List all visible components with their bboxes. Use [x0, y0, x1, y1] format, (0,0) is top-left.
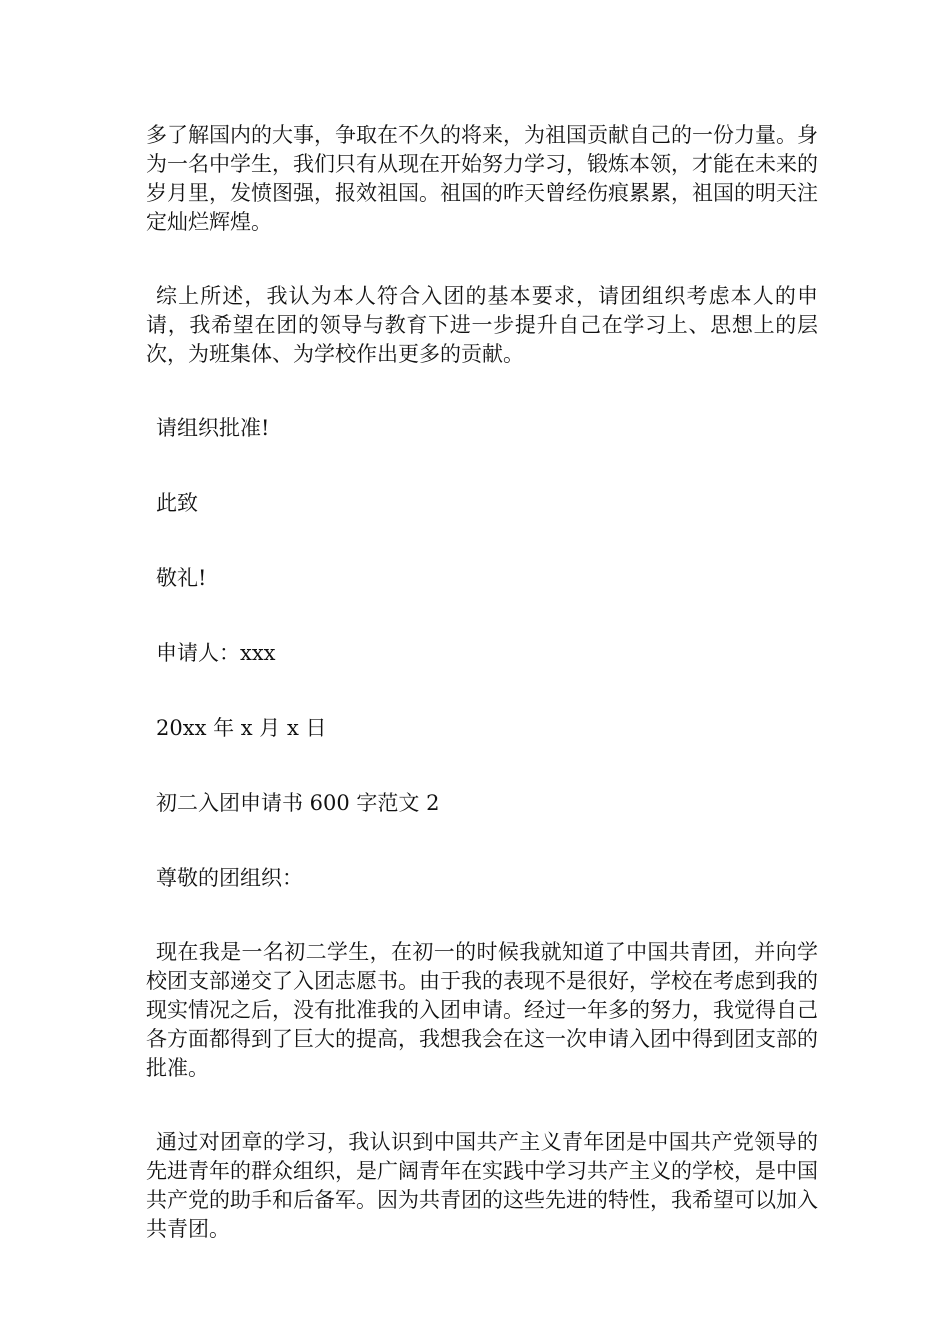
paragraph-continuation: 多了解国内的大事，争取在不久的将来，为祖国贡献自己的一份力量。身为一名中学生，我们只有从现在开始努力学习，锻炼本领，才能在未来的岁月里，发愤图强，报效祖国。祖国的昨天曾经伤痕累累，祖国的明天注定灿烂辉煌。: [146, 123, 818, 234]
paragraph-summary: 综上所述，我认为本人符合入团的基本要求，请团组织考虑本人的申请，我希望在团的领导与教育下进一步提升自己在学习上、思想上的层次，为班集体、为学校作出更多的贡献。: [146, 284, 818, 366]
paragraph-understanding: 通过对团章的学习，我认识到中国共产主义青年团是中国共产党领导的先进青年的群众组织，是广阔青年在实践中学习共产主义的学校，是中国共产党的助手和后备军。因为共青团的这些先进的特性，我希望可以加入共青团。: [146, 1130, 818, 1241]
date-line: 20xx 年 x 月 x 日: [156, 716, 327, 740]
regards-line: 敬礼!: [156, 566, 207, 590]
request-approval-line: 请组织批准!: [156, 416, 270, 440]
section-title: 初二入团申请书 600 字范文 2: [156, 791, 440, 815]
greeting-line: 尊敬的团组织：: [156, 866, 303, 890]
salutation-line: 此致: [156, 491, 198, 515]
paragraph-introduction: 现在我是一名初二学生，在初一的时候我就知道了中国共青团，并向学校团支部递交了入团志愿书。由于我的表现不是很好，学校在考虑到我的现实情况之后，没有批准我的入团申请。经过一年多的努力，我觉得自己各方面都得到了巨大的提高，我想我会在这一次申请入团中得到团支部的批准。: [146, 940, 818, 1080]
document-body: [146, 121, 818, 1244]
applicant-line: 申请人：xxx: [156, 641, 276, 665]
